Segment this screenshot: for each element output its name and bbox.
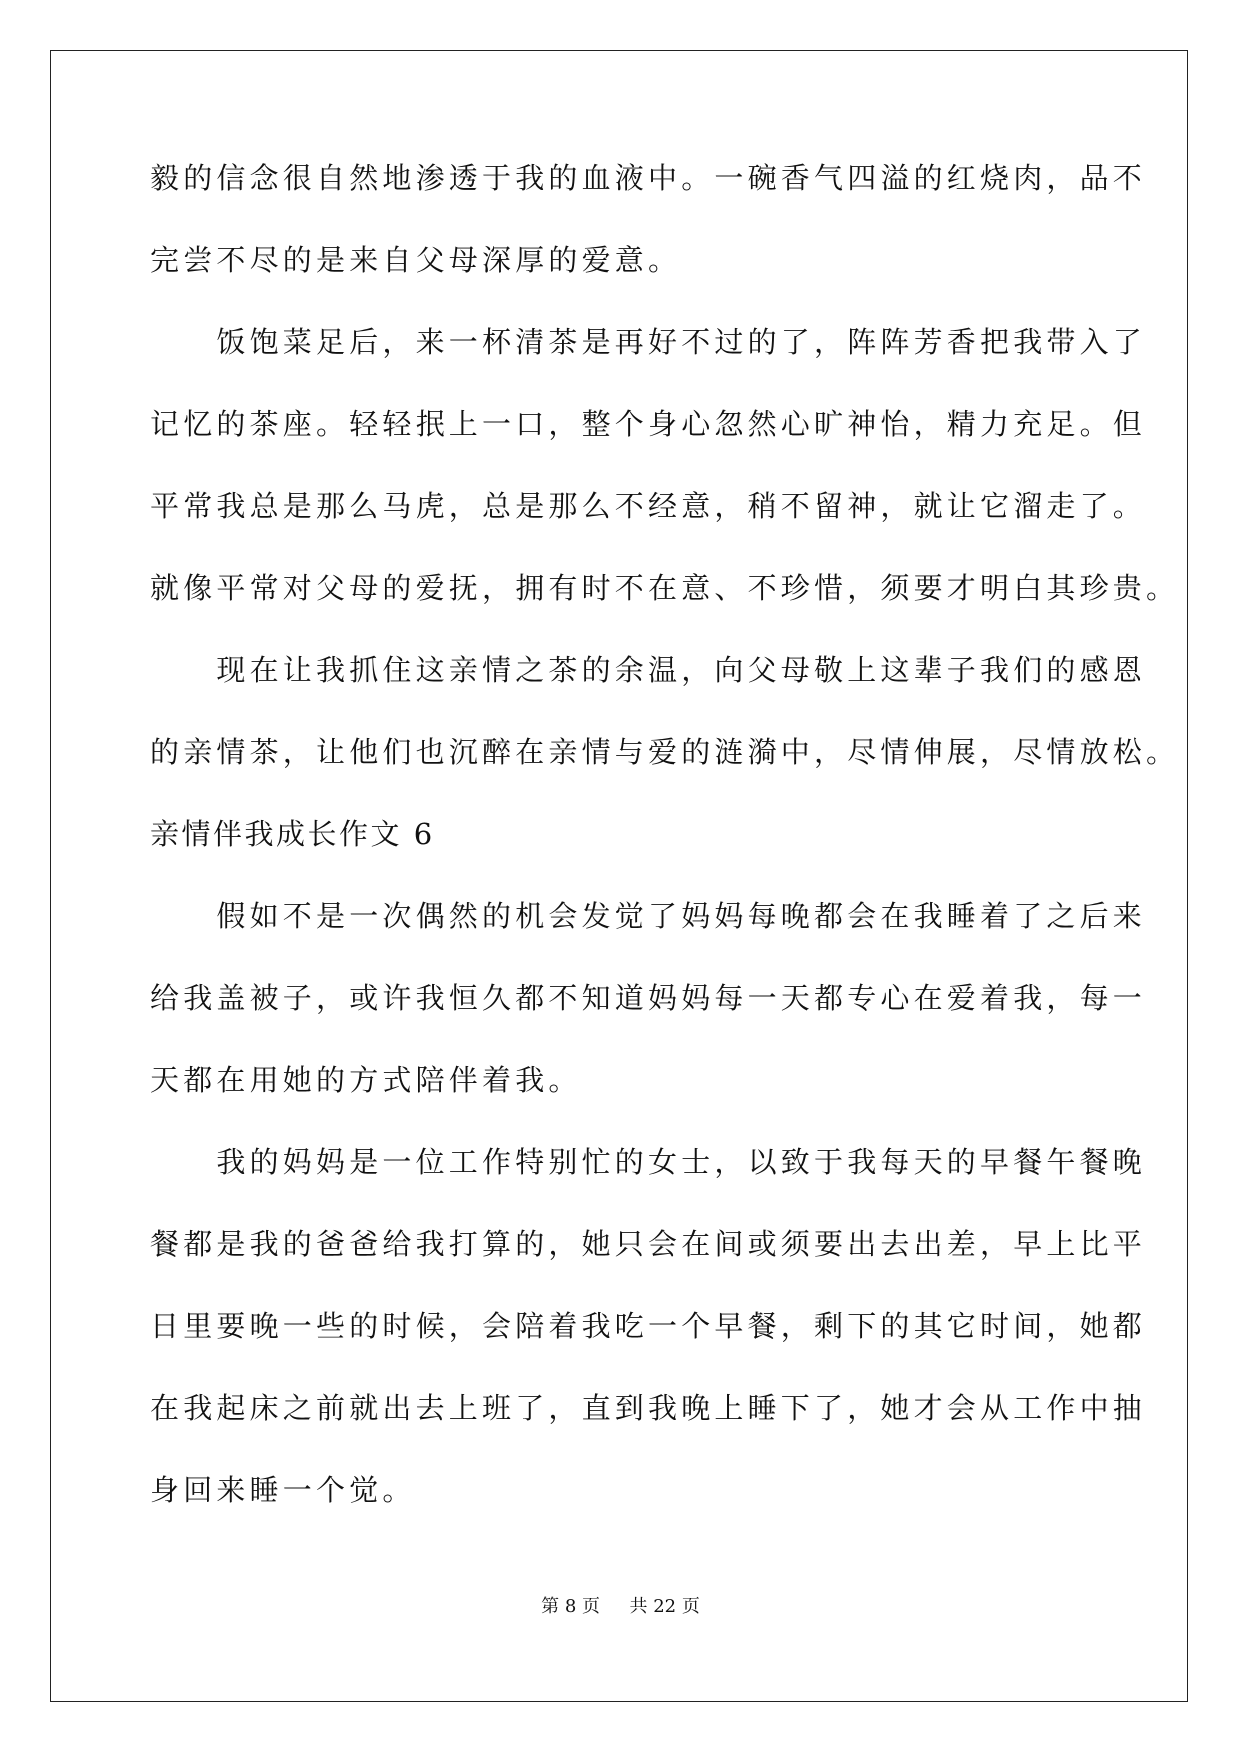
text-line: 平常我总是那么马虎，总是那么不经意，稍不留神，就让它溜走了。 (150, 489, 1147, 523)
text-line: 饭饱菜足后，来一杯清茶是再好不过的了，阵阵芳香把我带入了 (150, 325, 1147, 359)
text-line: 现在让我抓住这亲情之茶的余温，向父母敬上这辈子我们的感恩 (150, 653, 1147, 687)
text-line: 假如不是一次偶然的机会发觉了妈妈每晚都会在我睡着了之后来 (150, 899, 1147, 933)
text-line: 完尝不尽的是来自父母深厚的爱意。 (150, 243, 682, 277)
text-line: 身回来睡一个觉。 (150, 1473, 416, 1507)
text-line: 日里要晚一些的时候，会陪着我吃一个早餐，剩下的其它时间，她都 (150, 1309, 1147, 1343)
text-line: 天都在用她的方式陪伴着我。 (150, 1063, 582, 1097)
page-total: 共 22 页 (629, 1596, 700, 1617)
text-line: 我的妈妈是一位工作特别忙的女士，以致于我每天的早餐午餐晚 (150, 1145, 1147, 1179)
text-line: 就像平常对父母的爱抚，拥有时不在意、不珍惜，须要才明白其珍贵。 (150, 571, 1180, 605)
page-footer (0, 1596, 1241, 1618)
text-line: 给我盖被子，或许我恒久都不知道妈妈每一天都专心在爱着我，每一 (150, 981, 1147, 1015)
page-number: 第 8 页 (541, 1596, 601, 1617)
text-line: 在我起床之前就出去上班了，直到我晚上睡下了，她才会从工作中抽 (150, 1391, 1147, 1425)
text-line: 毅的信念很自然地渗透于我的血液中。一碗香气四溢的红烧肉，品不 (150, 161, 1147, 195)
document-body (150, 161, 1180, 1556)
text-line: 记忆的茶座。轻轻抿上一口，整个身心忽然心旷神怡，精力充足。但 (150, 407, 1147, 441)
text-line: 餐都是我的爸爸给我打算的，她只会在间或须要出去出差，早上比平 (150, 1227, 1147, 1261)
text-line: 的亲情茶，让他们也沉醉在亲情与爱的涟漪中，尽情伸展，尽情放松。 (150, 735, 1180, 769)
section-title: 亲情伴我成长作文 6 (150, 817, 435, 851)
